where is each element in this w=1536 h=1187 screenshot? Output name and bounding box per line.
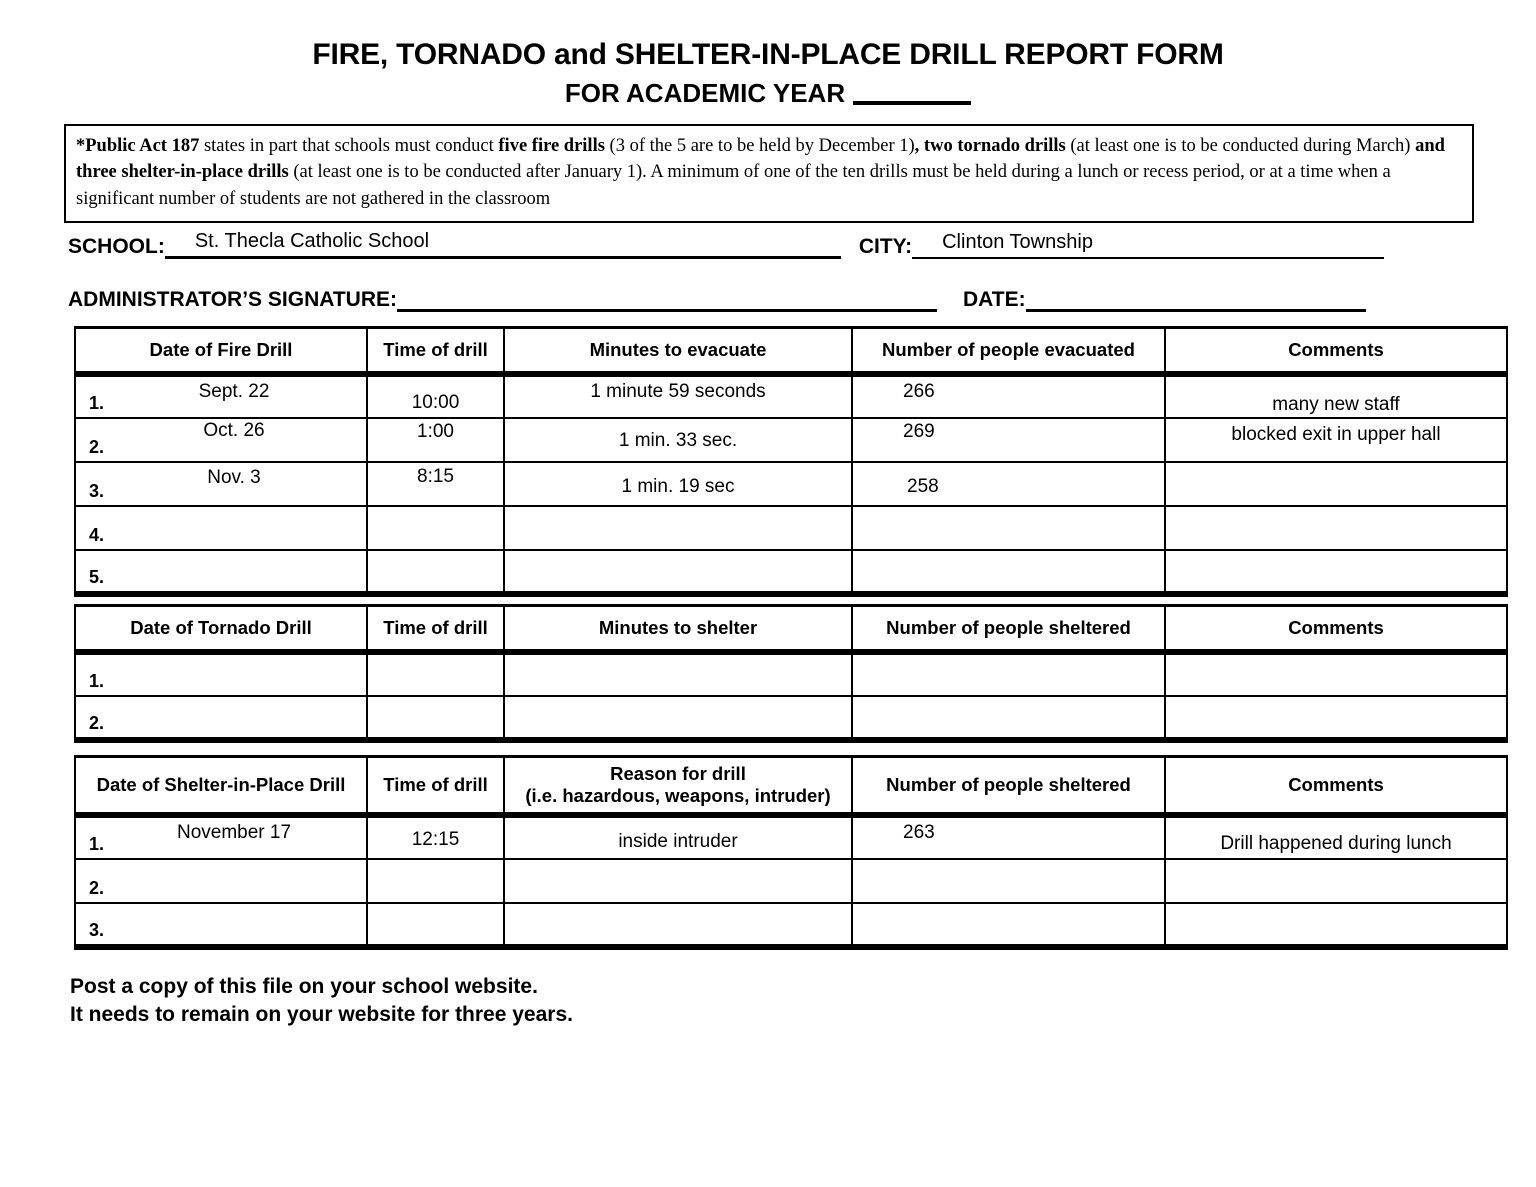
tornado-header-people: Number of people sheltered [852,606,1165,652]
tornado-cell-time[interactable] [367,652,504,696]
cell-value: 1 min. 33 sec. [618,429,738,451]
fire-cell-time[interactable] [367,506,504,550]
fire-cell-minutes[interactable] [504,462,852,506]
shelter-cell-comments[interactable] [1165,859,1507,903]
tornado-cell-people[interactable] [852,696,1165,740]
tornado-cell-people[interactable] [852,652,1165,696]
fire-cell-date[interactable] [75,418,367,462]
act-fire-drills: five fire drills [498,136,605,156]
cell-value: Drill happened during lunch [1220,832,1452,854]
fire-cell-date[interactable] [75,550,367,594]
date-label: DATE: [963,288,1026,311]
tornado-cell-minutes[interactable] [504,652,852,696]
shelter-cell-reason[interactable] [504,815,852,859]
cell-value: 266 [903,380,935,402]
shelter-cell-date[interactable] [75,903,367,947]
fire-header-people: Number of people evacuated [852,328,1165,374]
shelter-cell-time[interactable] [367,815,504,859]
row-number: 2. [89,877,105,898]
row-number: 4. [89,524,105,545]
row-number: 2. [89,712,105,733]
cell-value: November 17 [176,821,292,843]
table-row [75,815,1507,859]
shelter-header-reason-line1: Reason for drill [610,762,746,784]
tornado-cell-comments[interactable] [1165,652,1507,696]
shelter-cell-people[interactable] [852,859,1165,903]
fire-cell-people[interactable] [852,506,1165,550]
footer-instructions [70,973,573,1029]
row-number: 3. [89,919,105,940]
cell-value: 8:15 [417,465,454,487]
table-row [75,859,1507,903]
fire-header-comments: Comments [1165,328,1507,374]
shelter-header-comments: Comments [1165,757,1507,815]
fire-header-minutes: Minutes to evacuate [504,328,852,374]
fire-cell-people[interactable] [852,374,1165,418]
city-label: CITY: [858,235,913,258]
administrator-signature-field[interactable] [397,279,937,312]
fire-cell-people[interactable] [852,462,1165,506]
cell-value: inside intruder [618,830,738,852]
cell-value: 10:00 [411,391,460,413]
fire-cell-time[interactable] [367,462,504,506]
cell-value: 269 [903,420,935,442]
cell-value: Oct. 26 [203,419,265,441]
city-value: Clinton Township [942,231,1093,253]
cell-value: Sept. 22 [198,380,270,402]
shelter-cell-comments[interactable] [1165,903,1507,947]
shelter-header-reason-line2: (i.e. hazardous, weapons, intruder) [525,784,831,806]
tornado-header-date: Date of Tornado Drill [75,606,367,652]
act-text-1: states in part that schools must conduct [199,136,499,156]
fire-cell-date[interactable] [75,374,367,418]
table-row [75,550,1507,594]
public-act-notice [64,124,1474,223]
fire-cell-people[interactable] [852,418,1165,462]
act-text-2: (3 of the 5 are to be held by December 1) [604,136,915,156]
tornado-drill-header-row [75,606,1507,652]
row-number: 1. [89,392,105,413]
tornado-cell-date[interactable] [75,696,367,740]
fire-header-date: Date of Fire Drill [75,328,367,374]
fire-cell-date[interactable] [75,506,367,550]
table-row [75,652,1507,696]
tornado-cell-time[interactable] [367,696,504,740]
cell-value: 12:15 [411,828,460,850]
act-text-4: (at least one is to be conducted after January 1). A minimum of one of the ten drills must be held during a lunch or recess period, or at a time when a significant number of students are not gathered in the classroom [76,162,1391,209]
school-value: St. Thecla Catholic School [194,230,430,252]
tornado-drill-table [74,604,1508,743]
fire-cell-minutes[interactable] [504,506,852,550]
shelter-cell-people[interactable] [852,903,1165,947]
shelter-header-people: Number of people sheltered [852,757,1165,815]
shelter-cell-time[interactable] [367,903,504,947]
academic-year-label: FOR ACADEMIC YEAR [564,77,846,108]
school-field[interactable] [165,226,841,259]
fire-cell-comments[interactable] [1165,418,1507,462]
shelter-cell-time[interactable] [367,859,504,903]
fire-cell-minutes[interactable] [504,550,852,594]
fire-cell-time[interactable] [367,374,504,418]
shelter-cell-date[interactable] [75,815,367,859]
shelter-header-time: Time of drill [367,757,504,815]
fire-cell-comments[interactable] [1165,374,1507,418]
row-number: 1. [89,833,105,854]
row-number: 2. [89,436,105,457]
school-label: SCHOOL: [68,235,165,258]
tornado-header-comments: Comments [1165,606,1507,652]
fire-cell-comments[interactable] [1165,550,1507,594]
shelter-cell-reason[interactable] [504,903,852,947]
shelter-cell-reason[interactable] [504,859,852,903]
act-number: *Public Act 187 [76,136,200,156]
fire-drill-table [74,326,1508,597]
tornado-cell-date[interactable] [75,652,367,696]
tornado-header-minutes: Minutes to shelter [504,606,852,652]
fire-cell-minutes[interactable] [504,374,852,418]
fire-cell-comments[interactable] [1165,506,1507,550]
administrator-signature-label: ADMINISTRATOR’S SIGNATURE: [68,288,397,311]
cell-value: Nov. 3 [207,466,261,488]
academic-year-blank[interactable] [853,101,971,105]
signature-date-row [68,279,1478,312]
academic-year-line [0,79,1536,109]
row-number: 1. [89,670,105,691]
act-tornado-drills: , two tornado drills [914,136,1066,156]
act-text-3: (at least one is to be conducted during March) [1065,136,1411,156]
fire-cell-time[interactable] [367,550,504,594]
table-row [75,418,1507,462]
table-row [75,903,1507,947]
tornado-header-time: Time of drill [367,606,504,652]
fire-drill-header-row [75,328,1507,374]
row-number: 3. [89,480,105,501]
cell-value: 1:00 [417,420,454,442]
shelter-header-reason [504,757,852,815]
footer-line-2: It needs to remain on your website for three years. [70,1002,573,1026]
table-row [75,374,1507,418]
footer-line-1: Post a copy of this file on your school website. [70,975,538,998]
fire-cell-people[interactable] [852,550,1165,594]
fire-cell-time[interactable] [367,418,504,462]
table-row [75,696,1507,740]
cell-value: blocked exit in upper hall [1231,423,1441,445]
page-title: FIRE, TORNADO and SHELTER-IN-PLACE DRILL REPORT FORM [312,38,1224,71]
act-shelter-drills: and three shelter-in-place drills [76,136,1445,183]
document-title-block [0,0,1536,108]
shelter-header-row [75,757,1507,815]
shelter-in-place-table [74,755,1508,950]
row-number: 5. [89,566,105,587]
fire-cell-comments[interactable] [1165,462,1507,506]
tornado-cell-minutes[interactable] [504,696,852,740]
school-city-row [68,226,1478,259]
tornado-cell-comments[interactable] [1165,696,1507,740]
shelter-header-date: Date of Shelter-in-Place Drill [75,757,367,815]
cell-value: many new staff [1272,393,1400,415]
cell-value: 263 [903,821,935,843]
fire-cell-date[interactable] [75,462,367,506]
cell-value: 1 minute 59 seconds [590,380,766,402]
shelter-cell-comments[interactable] [1165,815,1507,859]
cell-value: 1 min. 19 sec [621,475,735,497]
table-row [75,506,1507,550]
fire-cell-minutes[interactable] [504,418,852,462]
city-field[interactable] [912,227,1384,259]
date-field[interactable] [1026,279,1366,312]
cell-value: 258 [907,475,939,497]
shelter-cell-people[interactable] [852,815,1165,859]
shelter-cell-date[interactable] [75,859,367,903]
fire-header-time: Time of drill [367,328,504,374]
table-row [75,462,1507,506]
